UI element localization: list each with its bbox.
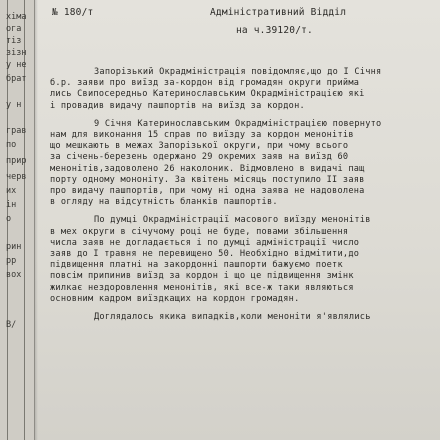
- letter-paragraph: [50, 215, 440, 305]
- letter-paragraph: [50, 312, 440, 323]
- margin-fragment: о: [6, 214, 12, 224]
- document-number: № 180/т: [52, 7, 94, 18]
- binding-shadow: [34, 0, 38, 440]
- text-line: в огляду на відсутність бланків пашпортів.: [50, 197, 278, 208]
- margin-fragment: у н: [6, 100, 22, 110]
- letter-paragraph: [50, 119, 440, 209]
- text-line: про видачу пашпортів, при чому ні одна заява не надоволена: [50, 186, 365, 197]
- text-line: що мешкають в межах Запорізької округи, при чому всього: [50, 141, 349, 152]
- margin-fragment: тіз: [6, 36, 22, 46]
- text-line: підвищення платні на закордонні пашпорти бажуємо поетк: [50, 260, 343, 271]
- text-line: і провадив видачу пашпортів на виїзд за кордон.: [50, 100, 305, 111]
- margin-fragment: рин: [6, 242, 22, 252]
- reference-number: на ч.39120/т.: [236, 25, 313, 36]
- margin-fragment: хіма: [6, 12, 27, 22]
- text-line: менонітів,задоволено 26 наколоник. Відмовлено в видачі пащ: [50, 163, 365, 174]
- margin-fragment: ін: [6, 200, 17, 210]
- text-line: 9 Січня Катеринославським Окрадміністрацією повернуто: [94, 118, 382, 129]
- text-line: лись Свипосередньо Катеринославським Окрадміністрацією які: [50, 89, 365, 100]
- text-line: повсім припинив виїзд за кордон і що це підвищення змінк: [50, 271, 354, 282]
- letter-paragraph: [50, 67, 440, 112]
- margin-fragment: грав: [6, 126, 27, 136]
- text-line: б.р. заяви про виїзд за-кордон від громадян округи прийма: [50, 78, 360, 89]
- text-line: нам для виконання 15 справ по виїзду за кордон менонітів: [50, 130, 354, 141]
- text-line: жилкає нездоровлення менонітів, які все-ж таки являються: [50, 282, 354, 293]
- margin-fragment: зізн: [6, 48, 27, 58]
- margin-fragment: по: [6, 140, 17, 150]
- text-line: в мех округи в січучому році не буде, повами збільшення: [50, 226, 349, 237]
- letter-body: [50, 67, 440, 330]
- text-line: Доглядалось якика випадків,коли меноніти я'являлись: [94, 312, 371, 323]
- margin-fragment: В/: [6, 320, 17, 330]
- margin-fragment: вох: [6, 270, 22, 280]
- text-line: заяв до І травня не перевищено 50. Необхідно відмітити,до: [50, 249, 360, 260]
- margin-fragment: черв: [6, 172, 27, 182]
- margin-fragment: брат: [6, 74, 27, 84]
- department-heading: Адміністративний Відділ: [210, 7, 347, 18]
- text-line: Запорізький Окрадміністрація повідомляє,що до І Січня: [94, 67, 382, 77]
- text-line: за січень-березень одержано 29 окремих заяв на виїзд 60: [50, 152, 349, 163]
- text-line: По думці Окрадміністрації масового виїзду менонітів: [94, 215, 371, 226]
- text-line: основним кадром виїздкащих на кордон громадян.: [50, 293, 300, 304]
- margin-fragment: у не: [6, 60, 27, 70]
- text-line: порту одному мононіту. За квітень місяць поступило ІІ заяв: [50, 174, 365, 185]
- margin-fragments: [2, 0, 34, 440]
- margin-fragment: прир: [6, 156, 27, 166]
- text-line: числа заяв не догладається і по думці адміністрації число: [50, 237, 360, 248]
- margin-fragment: ога: [6, 24, 22, 34]
- margin-fragment: рр: [6, 256, 17, 266]
- margin-fragment: их: [6, 186, 17, 196]
